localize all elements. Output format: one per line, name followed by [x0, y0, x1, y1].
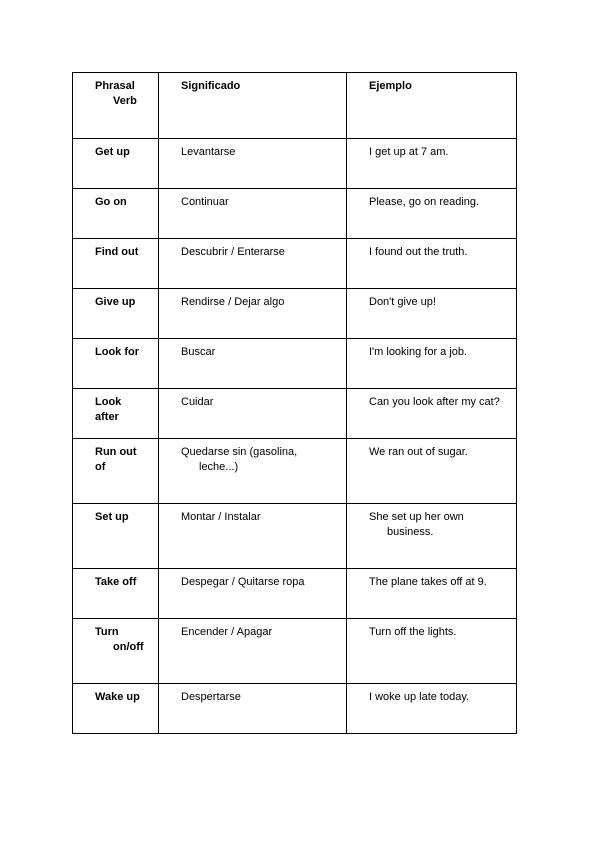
meaning-line2: leche...)	[199, 461, 239, 473]
meaning-cell: Rendirse / Dejar algo	[159, 289, 347, 339]
meaning-cell: Cuidar	[159, 389, 347, 439]
verb-cell: Go on	[73, 189, 159, 239]
table-header-row	[73, 73, 517, 139]
example-cell: I get up at 7 am.	[347, 139, 517, 189]
table-row	[73, 389, 517, 439]
example-cell: We ran out of sugar.	[347, 439, 517, 504]
example-cell: Can you look after my cat?	[347, 389, 517, 439]
meaning-cell: Buscar	[159, 339, 347, 389]
example-cell: I woke up late today.	[347, 684, 517, 734]
header-example: Ejemplo	[347, 73, 517, 139]
meaning-cell	[159, 439, 347, 504]
table-row	[73, 619, 517, 684]
verb-cell: Set up	[73, 504, 159, 569]
table-row	[73, 139, 517, 189]
example-cell: Don't give up!	[347, 289, 517, 339]
verb-cell: Find out	[73, 239, 159, 289]
verb-cell: Take off	[73, 569, 159, 619]
header-verb-line1: Phrasal	[95, 80, 135, 92]
example-cell: Turn off the lights.	[347, 619, 517, 684]
table-row	[73, 339, 517, 389]
example-cell: I found out the truth.	[347, 239, 517, 289]
example-cell: Please, go on reading.	[347, 189, 517, 239]
verb-cell: Get up	[73, 139, 159, 189]
table-row	[73, 439, 517, 504]
meaning-cell: Montar / Instalar	[159, 504, 347, 569]
example-cell: I'm looking for a job.	[347, 339, 517, 389]
verb-cell: Look after	[73, 389, 159, 439]
table-row	[73, 504, 517, 569]
verb-cell: Give up	[73, 289, 159, 339]
meaning-cell: Despegar / Quitarse ropa	[159, 569, 347, 619]
verb-cell: Look for	[73, 339, 159, 389]
example-line1: She set up her own	[369, 511, 464, 523]
table-row	[73, 239, 517, 289]
header-verb-line2: Verb	[113, 95, 137, 107]
phrasal-verbs-table	[72, 72, 517, 734]
meaning-cell: Continuar	[159, 189, 347, 239]
example-line2: business.	[387, 526, 434, 538]
header-meaning: Significado	[159, 73, 347, 139]
meaning-cell: Levantarse	[159, 139, 347, 189]
header-phrasal-verb	[73, 73, 159, 139]
example-cell: The plane takes off at 9.	[347, 569, 517, 619]
meaning-cell: Descubrir / Enterarse	[159, 239, 347, 289]
verb-line2: on/off	[113, 641, 144, 653]
verb-line1: Turn	[95, 626, 119, 638]
table-row	[73, 189, 517, 239]
verb-cell	[73, 619, 159, 684]
verb-cell: Run out of	[73, 439, 159, 504]
meaning-cell: Encender / Apagar	[159, 619, 347, 684]
table-row	[73, 569, 517, 619]
meaning-line1: Quedarse sin (gasolina,	[181, 446, 298, 458]
table-row	[73, 684, 517, 734]
meaning-cell: Despertarse	[159, 684, 347, 734]
table-row	[73, 289, 517, 339]
example-cell	[347, 504, 517, 569]
verb-cell: Wake up	[73, 684, 159, 734]
